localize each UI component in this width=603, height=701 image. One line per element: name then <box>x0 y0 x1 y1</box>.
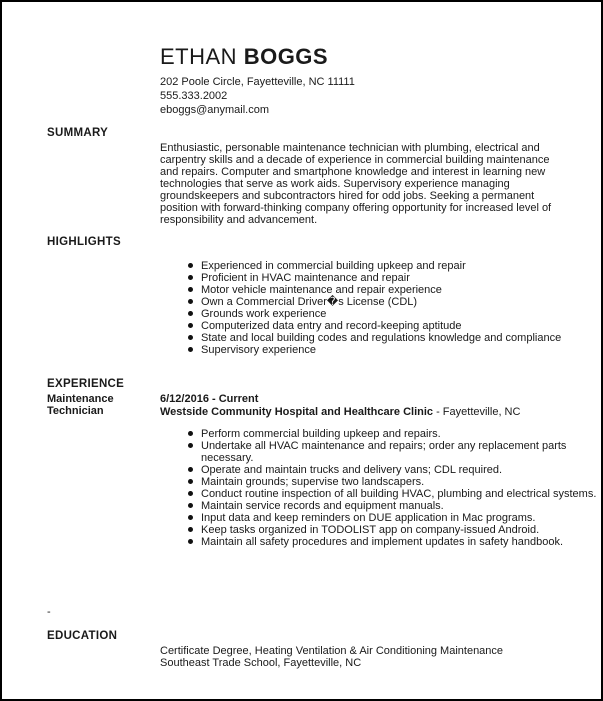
job-title: Maintenance Technician <box>47 393 114 417</box>
list-item: Maintain all safety procedures and implement updates in safety handbook. <box>201 536 601 548</box>
duties-list <box>160 428 601 548</box>
section-separator: - <box>47 606 51 618</box>
list-item: Grounds work experience <box>201 308 601 320</box>
list-item: Perform commercial building upkeep and repairs. <box>201 428 601 440</box>
education-degree: Certificate Degree, Heating Ventilation & Air Conditioning Maintenance <box>160 645 504 657</box>
email: eboggs@anymail.com <box>160 104 269 116</box>
list-item: Keep tasks organized in TODOLIST app on company-issued Android. <box>201 524 601 536</box>
phone: 555.333.2002 <box>160 90 228 102</box>
address: 202 Poole Circle, Fayetteville, NC 11111 <box>160 76 355 88</box>
job-employer-line <box>160 406 520 418</box>
list-item: Computerized data entry and record-keeping aptitude <box>201 320 601 332</box>
education-school: Southeast Trade School, Fayetteville, NC <box>160 657 362 669</box>
list-item: Supervisory experience <box>201 344 601 356</box>
applicant-name <box>160 44 328 70</box>
experience-heading: EXPERIENCE <box>47 378 125 390</box>
education-entry <box>160 645 565 669</box>
list-item: Motor vehicle maintenance and repair experience <box>201 284 601 296</box>
job-dates: 6/12/2016 - Current <box>160 393 259 405</box>
list-item: Experienced in commercial building upkeep and repair <box>201 260 601 272</box>
employer-name: Westside Community Hospital and Healthcare Clinic <box>160 406 434 418</box>
list-item: Maintain grounds; supervise two landscapers. <box>201 476 601 488</box>
summary-text: Enthusiastic, personable maintenance technician with plumbing, electrical and carpentry skills and a decade of experience in commercial building maintenance and repairs. Computer and smartphone knowledge and interest in learning new technologies that serve as work aids. Supervisory experience managing groundskeepers and subcontractors hired for odd jobs. Seeking a permanent position with forward-thinking company offering opportunity for increased level of responsibility and advancement. <box>160 142 552 226</box>
employer-location: - Fayetteville, NC <box>433 406 521 418</box>
list-item: Proficient in HVAC maintenance and repair <box>201 272 601 284</box>
list-item: State and local building codes and regulations knowledge and compliance <box>201 332 601 344</box>
list-item: Operate and maintain trucks and delivery vans; CDL required. <box>201 464 601 476</box>
highlights-list <box>160 260 601 356</box>
first-name: ETHAN <box>160 44 238 69</box>
list-item: Own a Commercial Driver�s License (CDL) <box>201 296 601 308</box>
education-heading: EDUCATION <box>47 630 118 642</box>
last-name: BOGGS <box>243 44 329 69</box>
list-item: Undertake all HVAC maintenance and repairs; order any replacement parts necessary. <box>201 440 601 464</box>
list-item: Conduct routine inspection of all building HVAC, plumbing and electrical systems. <box>201 488 601 500</box>
contact-block <box>160 75 355 117</box>
list-item: Maintain service records and equipment manuals. <box>201 500 601 512</box>
list-item: Input data and keep reminders on DUE application in Mac programs. <box>201 512 601 524</box>
highlights-heading: HIGHLIGHTS <box>47 236 121 248</box>
summary-heading: SUMMARY <box>47 127 109 139</box>
